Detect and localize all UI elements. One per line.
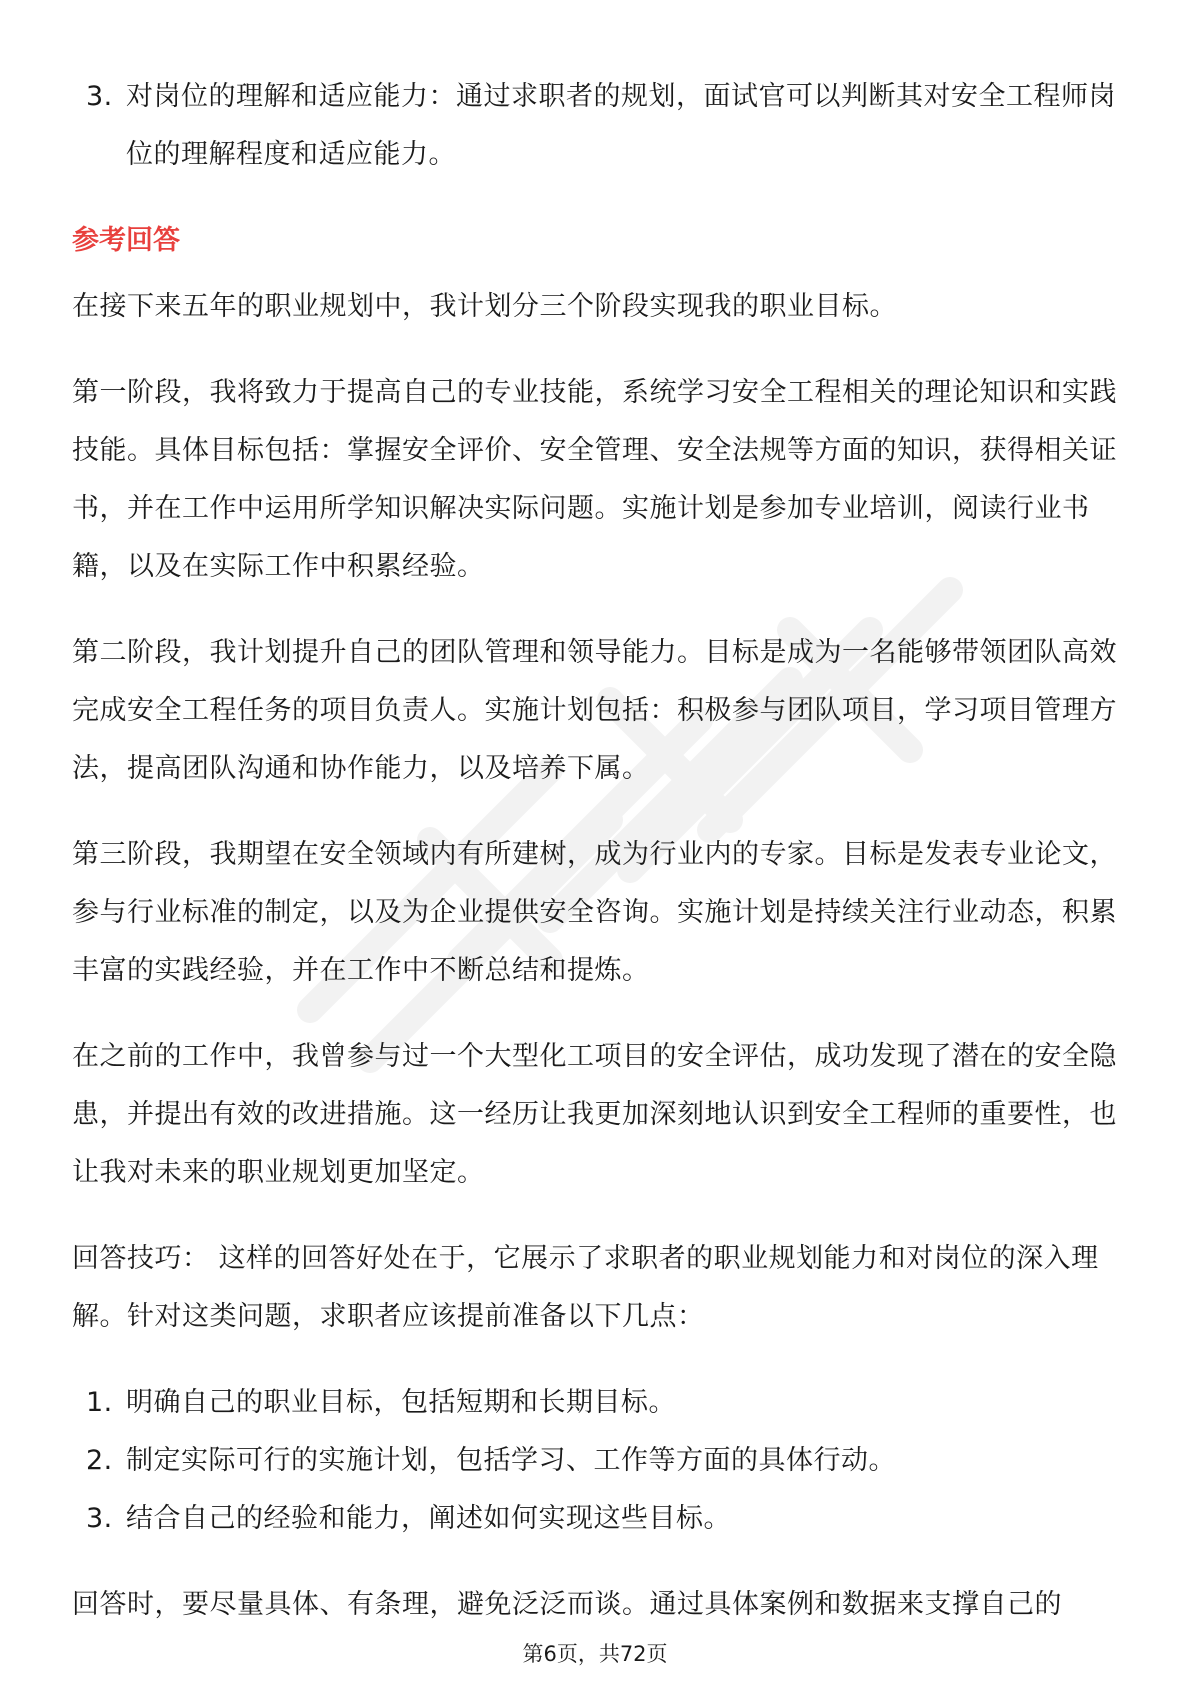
- list-item: [72, 1374, 1122, 1432]
- page-number-footer: 第6页，共72页: [522, 1642, 668, 1666]
- reference-answer-heading: 参考回答: [72, 225, 180, 256]
- list-item-text: 结合自己的经验和能力，阐述如何实现这些目标。: [126, 1503, 731, 1534]
- list-item: [72, 1490, 1122, 1548]
- list-item: [72, 68, 1122, 184]
- main-content: [72, 68, 1122, 1634]
- list-item-text: 对岗位的理解和适应能力：通过求职者的规划，面试官可以判断其对安全工程师岗位的理解程度和适应能力。: [126, 81, 1116, 170]
- list-item-text: 明确自己的职业目标，包括短期和长期目标。: [126, 1387, 676, 1418]
- list-item-number: 3.: [86, 81, 113, 112]
- list-item: [72, 1432, 1122, 1490]
- paragraph-stage-one: 第一阶段，我将致力于提高自己的专业技能，系统学习安全工程相关的理论知识和实践技能。具体目标包括：掌握安全评价、安全管理、安全法规等方面的知识，获得相关证书，并在工作中运用所学知识解决实际问题。实施计划是参加专业培训，阅读行业书籍，以及在实际工作中积累经验。: [72, 377, 1117, 582]
- list-item-number: 3.: [86, 1503, 113, 1534]
- list-item-number: 2.: [86, 1445, 113, 1476]
- tips-list: [72, 1374, 1122, 1548]
- evaluation-points-list: [72, 68, 1122, 184]
- list-item-number: 1.: [86, 1387, 113, 1418]
- paragraph-experience: 在之前的工作中，我曾参与过一个大型化工项目的安全评估，成功发现了潜在的安全隐患，并提出有效的改进措施。这一经历让我更加深刻地认识到安全工程师的重要性，也让我对未来的职业规划更加坚定。: [72, 1041, 1117, 1188]
- paragraph-stage-three: 第三阶段，我期望在安全领域内有所建树，成为行业内的专家。目标是发表专业论文，参与行业标准的制定，以及为企业提供安全咨询。实施计划是持续关注行业动态，积累丰富的实践经验，并在工作中不断总结和提炼。: [72, 839, 1117, 986]
- paragraph-closing: 回答时，要尽量具体、有条理，避免泛泛而谈。通过具体案例和数据来支撑自己的: [72, 1589, 1062, 1620]
- paragraph-stage-two: 第二阶段，我计划提升自己的团队管理和领导能力。目标是成为一名能够带领团队高效完成安全工程任务的项目负责人。实施计划包括：积极参与团队项目，学习项目管理方法，提高团队沟通和协作能力，以及培养下属。: [72, 637, 1117, 784]
- paragraph-intro: 在接下来五年的职业规划中，我计划分三个阶段实现我的职业目标。: [72, 291, 897, 322]
- list-item-text: 制定实际可行的实施计划，包括学习、工作等方面的具体行动。: [126, 1445, 896, 1476]
- paragraph-answer-tips: 回答技巧： 这样的回答好处在于，它展示了求职者的职业规划能力和对岗位的深入理解。针对这类问题，求职者应该提前准备以下几点：: [72, 1243, 1099, 1332]
